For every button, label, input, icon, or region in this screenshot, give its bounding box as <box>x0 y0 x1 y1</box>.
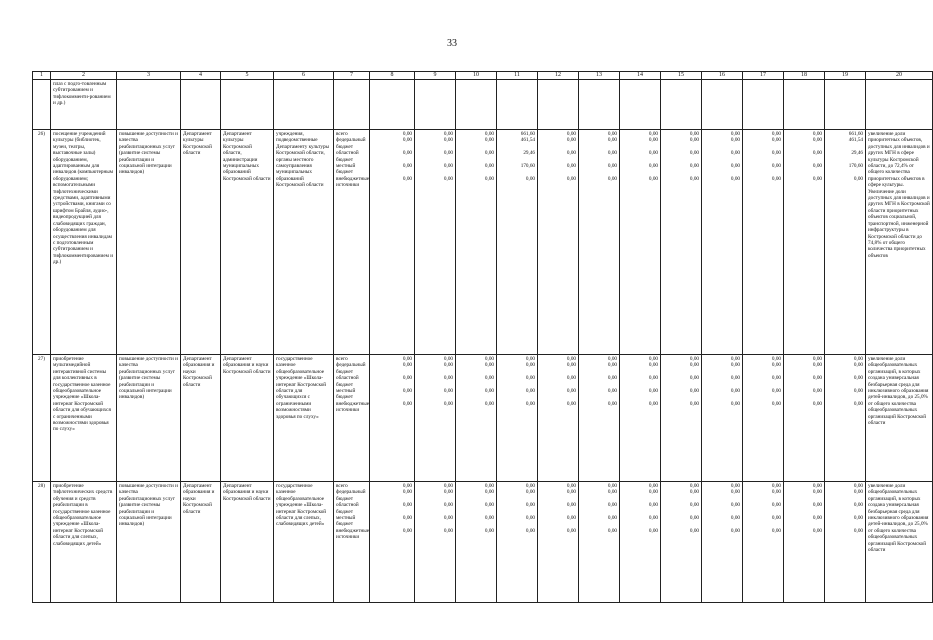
measure-name: приобретение мультимедийной интерактивной системы для коллективных в государственное казенное общеобразовательное учреждение «Школа-интернат Костромской области для обучающихся с ограниченными возможностями здоровья по слуху» <box>51 355 117 482</box>
funding-value-cell <box>784 355 825 482</box>
continuation-row <box>33 80 933 130</box>
funding-value: 0,00 <box>730 375 740 382</box>
funding-value: 0,00 <box>730 150 740 157</box>
funding-value: 0,00 <box>689 483 699 489</box>
funding-value: 0,00 <box>566 175 576 182</box>
funding-value: 0,00 <box>648 483 658 489</box>
funding-value: 0,00 <box>566 514 576 521</box>
funding-value: 0,00 <box>730 489 740 496</box>
column-header: 3 <box>117 72 181 80</box>
funding-value: 0,00 <box>648 387 658 394</box>
funding-value: 0,00 <box>812 489 822 496</box>
funding-value: 0,00 <box>689 514 699 521</box>
funding-value-cell <box>415 482 456 603</box>
funding-source-label: федеральный бюджет <box>336 362 366 375</box>
funding-value: 0,00 <box>771 387 781 394</box>
funding-value: 0,00 <box>607 483 617 489</box>
funding-value: 0,00 <box>689 362 699 369</box>
funding-value-cell <box>415 355 456 482</box>
funding-value: 0,00 <box>484 356 494 362</box>
funding-value: 0,00 <box>689 150 699 157</box>
funding-value: 0,00 <box>484 527 494 534</box>
funding-source-label: внебюджетные источники <box>336 527 370 541</box>
funding-value-cell <box>825 482 866 603</box>
funding-value: 0,00 <box>566 162 576 169</box>
row-number: 28) <box>33 482 51 603</box>
funding-value: 0,00 <box>525 375 535 382</box>
column-header: 1 <box>33 72 51 80</box>
continuation-text: плаз с подго-товленным субтитрованием и тифлокомменти-рованием и др.) <box>51 80 117 130</box>
funding-value-cell <box>370 482 415 603</box>
funding-value: 0,00 <box>771 175 781 182</box>
funding-value: 0,00 <box>689 131 699 137</box>
column-header: 12 <box>538 72 579 80</box>
funding-value: 0,00 <box>402 375 412 382</box>
funding-value: 0,00 <box>525 489 535 496</box>
funding-value: 0,00 <box>812 356 822 362</box>
funding-value: 0,00 <box>443 527 453 534</box>
funding-source-label: областной бюджет <box>336 375 359 388</box>
column-header: 9 <box>415 72 456 80</box>
funding-value: 0,00 <box>484 131 494 137</box>
funding-value: 0,00 <box>566 400 576 407</box>
funding-value: 0,00 <box>853 489 863 496</box>
funding-value: 0,00 <box>771 131 781 137</box>
funding-value: 0,00 <box>853 483 863 489</box>
column-header: 2 <box>51 72 117 80</box>
funding-value: 0,00 <box>771 527 781 534</box>
measure-goal: повышение доступности и качества реабилитационных услуг (развитие системы реабилитации и социальной интеграции инвалидов) <box>117 355 181 482</box>
funding-value: 0,00 <box>402 362 412 369</box>
funding-value: 0,00 <box>607 150 617 157</box>
funding-value: 0,00 <box>443 387 453 394</box>
funding-value: 0,00 <box>771 502 781 509</box>
funding-value: 0,00 <box>689 137 699 144</box>
funding-value: 0,00 <box>771 356 781 362</box>
funding-value: 0,00 <box>689 387 699 394</box>
funding-value-cell <box>661 482 702 603</box>
funding-value: 0,00 <box>771 400 781 407</box>
funding-value: 0,00 <box>812 131 822 137</box>
funding-source-label: областной бюджет <box>336 502 359 515</box>
funding-value: 0,00 <box>443 362 453 369</box>
row-number: 27) <box>33 355 51 482</box>
funding-value: 0,00 <box>443 375 453 382</box>
funding-value: 0,00 <box>607 527 617 534</box>
funding-value: 0,00 <box>484 514 494 521</box>
funding-value-cell <box>579 482 620 603</box>
co-executors: Департамент образования и науки Костромской области <box>221 355 274 482</box>
responsible-executor: Департамент образования и науки Костромской области <box>181 355 221 482</box>
funding-value: 0,00 <box>812 502 822 509</box>
measure-name: посещение учреждений культуры (библиотек, музеи, театры, выставочные залы) оборудованием, адаптированным для инвалидов (компьютерным оборудованием; вспомогательными тифлотехническими средствами, адаптивными устройствами, книгами со шрифтом Брайля, аудио-, видеопродукцией для слабовидящих граждан, оборудованием для осуществления инвалидам с подготовленным субтитрованием и тифлокомментированием и др.) <box>51 130 117 355</box>
measure-row <box>33 130 933 355</box>
funding-value-cell <box>743 355 784 482</box>
funding-value: 0,00 <box>812 137 822 144</box>
column-header: 17 <box>743 72 784 80</box>
table-body <box>33 72 933 603</box>
funding-value: 0,00 <box>771 362 781 369</box>
funding-value: 0,00 <box>771 162 781 169</box>
funding-value: 29,46 <box>851 150 863 157</box>
column-header: 18 <box>784 72 825 80</box>
funding-value: 0,00 <box>648 162 658 169</box>
funding-source-label: федеральный бюджет <box>336 489 366 502</box>
funding-value: 0,00 <box>402 502 412 509</box>
co-executors: Департамент образования и науки Костромской области <box>221 482 274 603</box>
funding-value: 0,00 <box>648 375 658 382</box>
funding-value: 0,00 <box>525 175 535 182</box>
funding-sources <box>334 130 370 355</box>
funding-value: 0,00 <box>566 483 576 489</box>
funding-source-label: федеральный бюджет <box>336 137 366 150</box>
funding-value: 0,00 <box>402 131 412 137</box>
funding-value: 0,00 <box>525 483 535 489</box>
funding-value: 0,00 <box>812 362 822 369</box>
funding-value: 0,00 <box>402 489 412 496</box>
funding-value: 0,00 <box>443 162 453 169</box>
funding-value-cell <box>497 482 538 603</box>
funding-value: 0,00 <box>484 162 494 169</box>
measure-row <box>33 355 933 482</box>
funding-value: 0,00 <box>812 527 822 534</box>
column-header: 11 <box>497 72 538 80</box>
funding-value: 0,00 <box>402 387 412 394</box>
column-header: 6 <box>274 72 334 80</box>
funding-value: 0,00 <box>648 489 658 496</box>
funding-value: 0,00 <box>853 356 863 362</box>
funding-value: 0,00 <box>484 150 494 157</box>
funding-value: 0,00 <box>607 137 617 144</box>
funding-value: 0,00 <box>607 502 617 509</box>
funding-value: 0,00 <box>771 514 781 521</box>
column-number-row <box>33 72 933 80</box>
funding-value: 0,00 <box>812 514 822 521</box>
funding-value: 170,60 <box>520 162 535 169</box>
column-header: 4 <box>181 72 221 80</box>
funding-value-cell <box>743 482 784 603</box>
funding-value: 0,00 <box>648 175 658 182</box>
funding-value: 0,00 <box>648 131 658 137</box>
funding-value: 0,00 <box>730 175 740 182</box>
funding-value: 0,00 <box>525 356 535 362</box>
column-header: 8 <box>370 72 415 80</box>
funding-value: 0,00 <box>689 400 699 407</box>
funding-value: 29,46 <box>523 150 535 157</box>
funding-value: 0,00 <box>484 387 494 394</box>
funding-value: 0,00 <box>484 502 494 509</box>
funding-value: 0,00 <box>443 400 453 407</box>
funding-value-cell <box>497 130 538 355</box>
funding-value: 0,00 <box>730 356 740 362</box>
funding-value: 0,00 <box>566 387 576 394</box>
funding-value: 0,00 <box>648 400 658 407</box>
funding-value: 0,00 <box>812 387 822 394</box>
funding-value: 0,00 <box>525 362 535 369</box>
funding-value: 0,00 <box>402 356 412 362</box>
funding-value: 0,00 <box>853 375 863 382</box>
funding-value: 0,00 <box>607 489 617 496</box>
column-header: 19 <box>825 72 866 80</box>
column-header: 10 <box>456 72 497 80</box>
funding-sources <box>334 482 370 603</box>
funding-value: 0,00 <box>566 527 576 534</box>
funding-value: 0,00 <box>648 527 658 534</box>
funding-value: 0,00 <box>484 175 494 182</box>
column-header: 15 <box>661 72 702 80</box>
funding-value: 0,00 <box>812 150 822 157</box>
co-executors: Департамент культуры Костромской области, администрации муниципальных образований Костромской области <box>221 130 274 355</box>
funding-value: 0,00 <box>648 150 658 157</box>
expected-result: увеличение доли приоритетных объектов, доступных для инвалидов и других МГН в сфере культуры Костромской области, до 72,4% от общего количества приоритетных объектов в сфере культуры. Увеличение доли доступных для инвалидов и других МГН в Костромской области приоритетных объектов социальной, транспортной, инженерной инфраструктуры в Костромской области до 74,8% от общего количества приоритетных объектов <box>866 130 933 355</box>
funding-value: 0,00 <box>853 502 863 509</box>
funding-value: 661,60 <box>848 131 863 137</box>
funding-value: 0,00 <box>443 483 453 489</box>
funding-value: 0,00 <box>648 362 658 369</box>
measure-name: приобретение тифлотехнических средств обучения и средств реабилитации в государственное казенное общеобразовательное учреждение «Школа-интернат Костромской области для слепых, слабовидящих детей» <box>51 482 117 603</box>
funding-value: 0,00 <box>566 489 576 496</box>
funding-source-label: всего <box>336 356 348 362</box>
funding-value-cell <box>784 130 825 355</box>
funding-value-cell <box>825 355 866 482</box>
measure-row <box>33 482 933 603</box>
funding-value: 0,00 <box>607 162 617 169</box>
funding-source-label: внебюджетные источники <box>336 175 370 189</box>
program-table <box>32 71 933 603</box>
funding-value: 0,00 <box>853 514 863 521</box>
funding-value-cell <box>620 355 661 482</box>
funding-value: 461,54 <box>848 137 863 144</box>
column-header: 5 <box>221 72 274 80</box>
funding-value: 0,00 <box>607 400 617 407</box>
funding-source-label: внебюджетные источники <box>336 400 370 414</box>
funding-value: 0,00 <box>730 131 740 137</box>
column-header: 7 <box>334 72 370 80</box>
funding-value: 0,00 <box>648 356 658 362</box>
funding-value: 0,00 <box>402 150 412 157</box>
funding-value: 0,00 <box>689 356 699 362</box>
funding-value-cell <box>579 355 620 482</box>
funding-sources <box>334 355 370 482</box>
funding-value: 0,00 <box>402 175 412 182</box>
funding-source-label: всего <box>336 483 348 489</box>
funding-value: 0,00 <box>730 162 740 169</box>
row-number: 26) <box>33 130 51 355</box>
funding-value: 0,00 <box>730 387 740 394</box>
funding-source-label: областной бюджет <box>336 150 359 163</box>
funding-value: 0,00 <box>730 137 740 144</box>
funding-value: 0,00 <box>607 387 617 394</box>
funding-value: 0,00 <box>730 400 740 407</box>
funding-value: 0,00 <box>525 502 535 509</box>
funding-value: 0,00 <box>443 356 453 362</box>
funding-source-label: местный бюджет <box>336 387 356 401</box>
funding-value-cell <box>456 130 497 355</box>
funding-value: 0,00 <box>771 137 781 144</box>
funding-value-cell <box>579 130 620 355</box>
funding-value: 0,00 <box>853 175 863 182</box>
funding-value: 0,00 <box>607 514 617 521</box>
funding-value-cell <box>743 130 784 355</box>
funding-value: 0,00 <box>566 137 576 144</box>
funding-value: 0,00 <box>443 502 453 509</box>
funding-value-cell <box>538 355 579 482</box>
funding-value: 0,00 <box>566 150 576 157</box>
funding-value: 0,00 <box>730 527 740 534</box>
funding-value: 0,00 <box>607 362 617 369</box>
funding-value: 0,00 <box>484 400 494 407</box>
funding-value: 0,00 <box>566 502 576 509</box>
funding-value: 0,00 <box>730 502 740 509</box>
funding-value: 0,00 <box>402 483 412 489</box>
funding-value-cell <box>415 130 456 355</box>
funding-value: 0,00 <box>853 400 863 407</box>
funding-value: 0,00 <box>402 137 412 144</box>
funding-value: 0,00 <box>525 400 535 407</box>
funding-value: 0,00 <box>443 150 453 157</box>
funding-value: 0,00 <box>853 527 863 534</box>
funding-value: 0,00 <box>853 387 863 394</box>
funding-value-cell <box>702 130 743 355</box>
funding-value-cell <box>702 355 743 482</box>
funding-value-cell <box>370 355 415 482</box>
expected-result: увеличение доли общеобразовательных организаций, в которых создана универсальная безбарьерная среда для инклюзивного образования детей-инвалидов, до 25,0% от общего количества общеобразовательных организаций Костромской области <box>866 482 933 603</box>
funding-value: 0,00 <box>648 514 658 521</box>
funding-value: 0,00 <box>730 514 740 521</box>
funding-value: 0,00 <box>812 400 822 407</box>
funding-value: 0,00 <box>689 375 699 382</box>
column-header: 16 <box>702 72 743 80</box>
funding-value-cell <box>497 355 538 482</box>
funding-value: 0,00 <box>812 162 822 169</box>
funding-value: 0,00 <box>566 375 576 382</box>
funding-value: 0,00 <box>771 489 781 496</box>
funding-value: 0,00 <box>484 375 494 382</box>
column-header: 13 <box>579 72 620 80</box>
funding-value: 0,00 <box>812 375 822 382</box>
funding-value: 0,00 <box>566 356 576 362</box>
funding-value: 0,00 <box>402 514 412 521</box>
funding-value: 0,00 <box>730 362 740 369</box>
funding-value: 0,00 <box>771 150 781 157</box>
funding-source-label: местный бюджет <box>336 162 356 176</box>
funding-source-label: местный бюджет <box>336 514 356 528</box>
funding-value-cell <box>538 130 579 355</box>
column-header: 14 <box>620 72 661 80</box>
participants: учреждения, подведомственные Департаменту культуры Костромской области, органы местного самоуправления муниципальных образований Костромской области <box>274 130 334 355</box>
funding-value: 661,60 <box>520 131 535 137</box>
funding-value: 0,00 <box>566 362 576 369</box>
funding-value: 0,00 <box>484 137 494 144</box>
responsible-executor: Департамент культуры Костромской области <box>181 130 221 355</box>
measure-goal: повышение доступности и качества реабилитационных услуг (развитие системы реабилитации и социальной интеграции инвалидов) <box>117 130 181 355</box>
funding-value-cell <box>620 482 661 603</box>
funding-value: 0,00 <box>812 483 822 489</box>
responsible-executor: Департамент образования и науки Костромской области <box>181 482 221 603</box>
funding-value: 0,00 <box>443 489 453 496</box>
funding-value: 0,00 <box>689 489 699 496</box>
funding-value-cell <box>661 130 702 355</box>
funding-value: 170,60 <box>848 162 863 169</box>
funding-value-cell <box>702 482 743 603</box>
expected-result: увеличение доли общеобразовательных организаций, в которых создана универсальная безбарьерная среда для инклюзивного образования детей-инвалидов, до 25,0% от общего количества общеобразовательных организаций Костромской области <box>866 355 933 482</box>
funding-value: 0,00 <box>771 375 781 382</box>
funding-value: 0,00 <box>402 162 412 169</box>
funding-value-cell <box>538 482 579 603</box>
funding-value-cell <box>620 130 661 355</box>
funding-value: 0,00 <box>525 387 535 394</box>
funding-value-cell <box>825 130 866 355</box>
funding-value: 0,00 <box>443 514 453 521</box>
funding-value: 0,00 <box>812 175 822 182</box>
funding-value: 0,00 <box>730 483 740 489</box>
funding-value-cell <box>370 130 415 355</box>
participants: государственное казенное общеобразовательное учреждение «Школа-интернат Костромской области для обучающихся с ограниченными возможностями здоровья по слуху» <box>274 355 334 482</box>
funding-value: 0,00 <box>525 527 535 534</box>
funding-value: 0,00 <box>853 362 863 369</box>
column-header: 20 <box>866 72 933 80</box>
funding-value-cell <box>784 482 825 603</box>
page-number: 33 <box>447 38 457 49</box>
funding-value: 461,54 <box>520 137 535 144</box>
funding-value: 0,00 <box>443 175 453 182</box>
funding-value: 0,00 <box>484 362 494 369</box>
funding-value-cell <box>456 482 497 603</box>
funding-value: 0,00 <box>689 527 699 534</box>
funding-value: 0,00 <box>607 131 617 137</box>
funding-value: 0,00 <box>607 175 617 182</box>
funding-value: 0,00 <box>648 137 658 144</box>
funding-value: 0,00 <box>402 400 412 407</box>
measure-goal: повышение доступности и качества реабилитационных услуг (развитие системы реабилитации и социальной интеграции инвалидов) <box>117 482 181 603</box>
funding-value: 0,00 <box>566 131 576 137</box>
funding-value: 0,00 <box>689 502 699 509</box>
participants: государственное казенное общеобразовательное учреждение «Школа-интернат Костромской области для слепых, слабовидящих детей» <box>274 482 334 603</box>
funding-value: 0,00 <box>607 356 617 362</box>
funding-value: 0,00 <box>484 483 494 489</box>
funding-value: 0,00 <box>484 489 494 496</box>
funding-value: 0,00 <box>402 527 412 534</box>
funding-value: 0,00 <box>689 162 699 169</box>
funding-value: 0,00 <box>607 375 617 382</box>
funding-source-label: всего <box>336 131 348 137</box>
funding-value-cell <box>456 355 497 482</box>
funding-value: 0,00 <box>689 175 699 182</box>
funding-value: 0,00 <box>525 514 535 521</box>
funding-value: 0,00 <box>443 131 453 137</box>
funding-value: 0,00 <box>443 137 453 144</box>
funding-value: 0,00 <box>771 483 781 489</box>
funding-value: 0,00 <box>648 502 658 509</box>
funding-value-cell <box>661 355 702 482</box>
